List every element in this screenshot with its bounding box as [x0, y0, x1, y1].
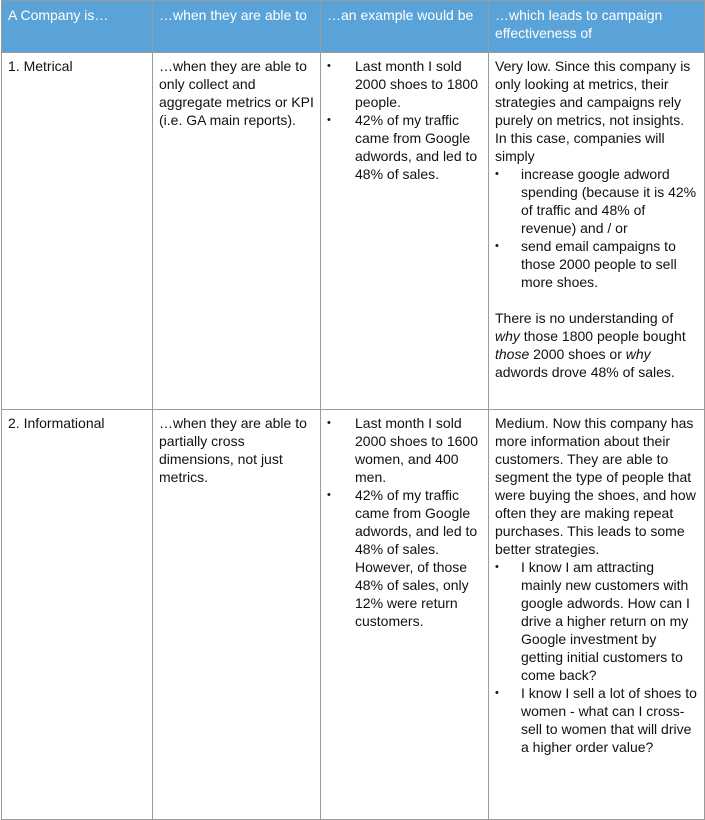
list-item: • 42% of my traffic came from Google adwords, and led to 48% of sales.	[327, 111, 482, 183]
ability-cell	[153, 53, 321, 410]
example-list	[327, 414, 482, 630]
effectiveness-cell	[489, 410, 705, 820]
table-row	[2, 410, 705, 820]
level-cell	[2, 53, 153, 410]
effectiveness-cell	[489, 53, 705, 410]
header-company: A Company is…	[2, 1, 153, 53]
ability-text: …when they are able to only collect and aggregate metrics or KPI (i.e. GA main reports).	[159, 58, 314, 128]
effectiveness-list	[495, 165, 698, 291]
conclusion-text: There is no understanding of	[495, 310, 674, 326]
emphasis-text: why	[625, 346, 651, 362]
list-item: • 42% of my traffic came from Google adwords, and led to 48% of sales. However, of those 48% of sales, only 12% were return customers.	[327, 486, 482, 630]
list-item: • increase google adword spending (because it is 42% of traffic and 48% of revenue) and / or	[495, 165, 698, 237]
list-item: • I know I am attracting mainly new customers with google adwords. How can I drive a higher return on my Google investment by getting initial customers to come back?	[495, 558, 698, 684]
effectiveness-conclusion	[495, 309, 698, 381]
level-label: 1. Metrical	[8, 58, 73, 74]
header-effectiveness: …which leads to campaign effectiveness of	[489, 1, 705, 53]
effectiveness-intro: Very low. Since this company is only looking at metrics, their strategies and campaigns rely purely on metrics, not insights. In this case, companies will simply	[495, 58, 691, 164]
header-row	[2, 1, 705, 53]
spacer	[495, 291, 698, 309]
ability-cell	[153, 410, 321, 820]
example-list	[327, 57, 482, 183]
header-ability: …when they are able to	[153, 1, 321, 53]
table-row	[2, 53, 705, 410]
example-cell	[321, 410, 489, 820]
effectiveness-intro: Medium. Now this company has more information about their customers. They are able to segment the type of people that were buying the shoes, and how often they are making repeat purchases. This leads to some better strategies.	[495, 415, 696, 557]
list-item: • send email campaigns to those 2000 people to sell more shoes.	[495, 237, 698, 291]
header-example: …an example would be	[321, 1, 489, 53]
maturity-table	[1, 0, 705, 820]
list-item: • I know I sell a lot of shoes to women - what can I cross-sell to women that will drive a higher order value?	[495, 684, 698, 756]
conclusion-text: 2000 shoes or	[529, 346, 626, 362]
list-item: • Last month I sold 2000 shoes to 1800 people.	[327, 57, 482, 111]
conclusion-text: those 1800 people bought	[519, 328, 686, 344]
level-cell	[2, 410, 153, 820]
level-label: 2. Informational	[8, 415, 105, 431]
list-item: • Last month I sold 2000 shoes to 1600 women, and 400 men.	[327, 414, 482, 486]
emphasis-text: why	[495, 328, 520, 344]
conclusion-text: adwords drove 48% of sales.	[495, 364, 675, 380]
emphasis-text: those	[495, 346, 530, 362]
effectiveness-list	[495, 558, 698, 756]
ability-text: …when they are able to partially cross dimensions, not just metrics.	[159, 415, 307, 485]
example-cell	[321, 53, 489, 410]
